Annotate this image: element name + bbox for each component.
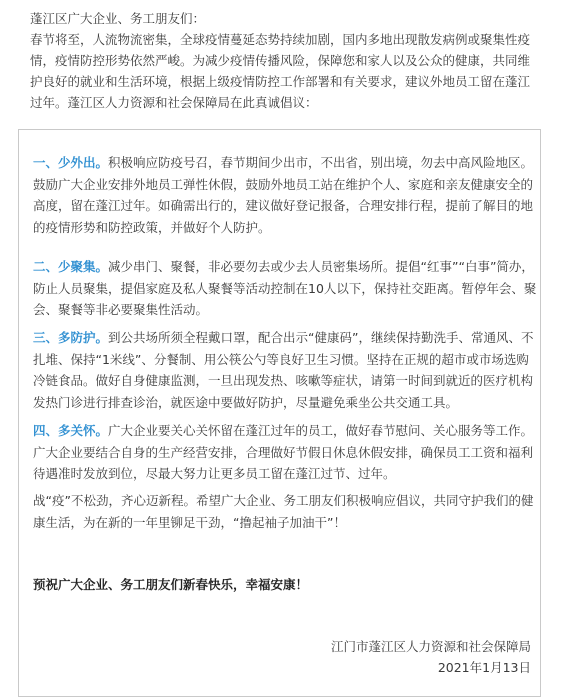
intro-paragraph: 春节将至，人流物流密集，全球疫情蔓延态势持续加剧，国内多地出现散发病例或聚集性疫情，疫情防控形势依然严峻。为减少疫情传播风险，保障您和家人以及公众的健康，共同维护良好的就业和生活环境，根据上级疫情防控工作部署和有关要求，建议外地员工留在蓬江过年。蓬江区人力资源和社会保障局在此真诚倡议： — [30, 32, 531, 110]
section-text: 到公共场所须全程戴口罩，配合出示“健康码”，继续保持勤洗手、常通风、不扎堆、保持“1米线”、分餐制、用公筷公勺等良好卫生习惯。坚持在正规的超市或市场选购冷链食品。做好自身健康监测，一旦出现发热、咳嗽等症状，请第一时间到就近的医疗机构发热门诊进行排查诊治，就医途中要做好防护，尽量避免乘坐公共交通工具。 — [33, 330, 534, 410]
closing-paragraph — [33, 490, 539, 533]
section-heading: 一、少外出。 — [33, 155, 109, 170]
section-1 — [33, 152, 539, 238]
signature-org: 江门市蓬江区人力资源和社会保障局 — [330, 639, 531, 654]
closing-text: 战“疫”不松劲，齐心迈新程。希望广大企业、务工朋友们积极响应倡议，共同守护我们的健康生活，为在新的一年里铆足干劲，“撸起袖子加油干”！ — [33, 493, 534, 530]
section-2 — [33, 256, 539, 321]
section-heading: 四、多关怀。 — [33, 423, 109, 438]
section-text: 广大企业要关心关怀留在蓬江过年的员工，做好春节慰问、关心服务等工作。广大企业要结合自身的生产经营安排，合理做好节假日休息休假安排，确保员工工资和福利待遇准时发放到位，尽最大努力让更多员工留在蓬江过节、过年。 — [33, 423, 534, 481]
section-4 — [33, 420, 539, 485]
signature-date: 2021年1月13日 — [437, 660, 531, 675]
signature-block — [331, 636, 531, 678]
section-text: 减少串门、聚餐，非必要勿去或少去人员密集场所。提倡“红事”“白事”简办，防止人员聚集，提倡家庭及私人聚餐等活动控制在10人以下，保持社交距离。暂停年会、聚会、聚餐等非必要聚集性活动。 — [33, 259, 537, 317]
wish-line — [33, 574, 539, 596]
section-heading: 三、多防护。 — [33, 330, 109, 345]
section-3 — [33, 327, 539, 413]
wish-text: 预祝广大企业、务工朋友们新春快乐，幸福安康！ — [33, 577, 309, 592]
section-heading: 二、少聚集。 — [33, 259, 109, 274]
section-text: 积极响应防疫号召，春节期间少出市，不出省，别出境，勿去中高风险地区。鼓励广大企业安排外地员工弹性休假，鼓励外地员工站在维护个人、家庭和亲友健康安全的高度，留在蓬江过年。如确需出行的，建议做好登记报备，合理安排行程，提前了解目的地的疫情形势和防控政策，并做好个人防护。 — [33, 155, 534, 235]
intro-block — [30, 8, 542, 113]
salutation: 蓬江区广大企业、务工朋友们： — [30, 11, 206, 26]
